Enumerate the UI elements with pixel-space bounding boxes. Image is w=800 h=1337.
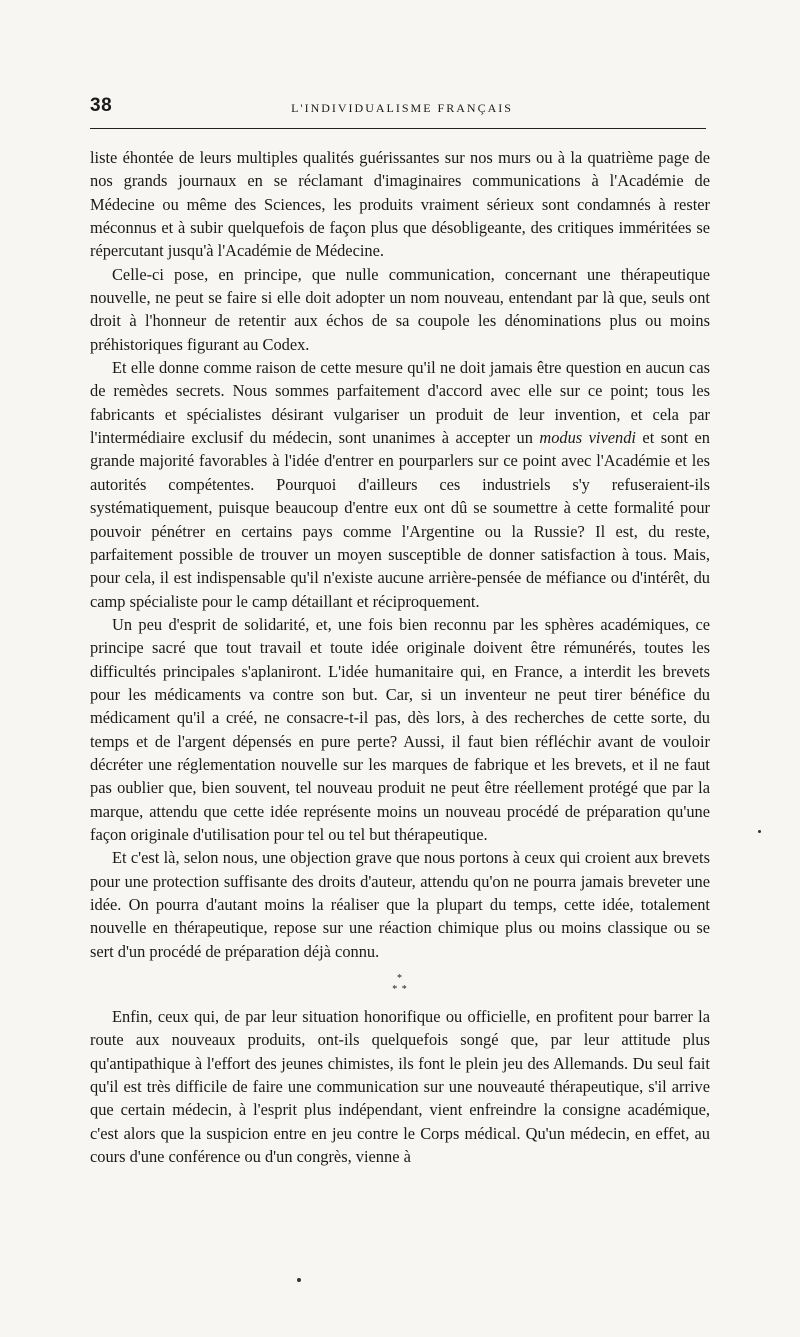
latin-phrase: modus vivendi xyxy=(539,428,636,448)
page-number: 38 xyxy=(90,95,113,116)
paragraph-6: Enfin, ceux qui, de par leur situation honorifique ou officielle, en profitent pour barrer la route aux nouveaux produits, ont-ils quelquefois songé que, par leur attitude plus qu'antipathique à l'effort des jeunes chimistes, ils font le plein jeu des Allemands. Du seul fait qu'il est très difficile de faire une communication sur une nouveauté thérapeutique, s'il arrive que certain médecin, à l'esprit plus indépendant, vient enfreindre la consigne académique, c'est alors que la suspicion entre en jeu contre le Corps médical. Qu'un médecin, en effet, au cours d'une conférence ou d'un congrès, vienne à xyxy=(90,1007,710,1167)
paragraph-3-part-b: et sont en grande majorité favorables à l'idée d'entrer en pourparlers sur ce point avec l'Académie et les autorités compétentes. Pourquoi d'ailleurs ces industriels s'y refuseraient-ils systématiquement, puisque beaucoup d'entre eux ont dû se soumettre à cette formalité pour pouvoir pénétrer en certains pays comme l'Argentine ou la Russie? Il est, du reste, parfaitement possible de trouver un moyen susceptible de donner satisfaction à tous. Mais, pour cela, il est indispensable qu'il n'existe aucune arrière-pensée de méfiance ou d'intérêt, du camp spécialiste pour le camp détaillant et réciproquement. xyxy=(90,428,710,611)
body-text xyxy=(90,146,710,1168)
paragraph-2: Celle-ci pose, en principe, que nulle communication, concernant une thérapeutique nouvelle, ne peut se faire si elle doit adopter un nom nouveau, entendant par là que, seuls ont droit à l'honneur de retentir aux échos de sa coupole les dénominations plus ou moins préhistoriques figurant au Codex. xyxy=(90,264,710,354)
print-speck xyxy=(758,830,761,833)
section-asterism: * * * xyxy=(392,973,408,996)
paragraph-1: liste éhontée de leurs multiples qualités guérissantes sur nos murs ou à la quatrième page de nos grands journaux en se réclamant d'imaginaires communications à l'Académie de Médecine ou même des Sciences, les produits vraiment sérieux sont condamnés à rester méconnus et à subir quelquefois de façon plus que désobligeante, des critiques imméritées se répercutant jusqu'à l'Académie de Médecine. xyxy=(90,148,710,261)
paragraph-4: Un peu d'esprit de solidarité, et, une fois bien reconnu par les sphères académiques, ce principe sacré que tout travail et toute idée originale doivent être rémunérés, toutes les difficultés principales s'aplaniront. L'idée humanitaire qui, en France, a interdit les brevets pour les médicaments va contre son but. Car, si un inventeur ne peut tirer bénéfice du médicament qu'il a créé, ne consacre-t-il pas, dès lors, à des recherches de cette sorte, du temps et de l'argent dépensés en pure perte? Aussi, il faut bien réfléchir avant de vouloir décréter une réglementation nouvelle sur les marques de fabrique et les brevets, et il ne faut pas oublier que, bien souvent, tel nouveau produit ne peut être réellement protégé que par la marque, attendu que cette idée représente moins un nouveau procédé de préparation qu'une façon originale d'utilisation pour tel ou tel but thérapeutique. xyxy=(90,614,710,844)
paragraph-3-part-a: Et elle donne comme raison de cette mesure qu'il ne doit jamais être question en aucun cas de remèdes secrets. Nous sommes parfaitement d'accord avec elle sur ce point; tous les fabricants et spécialistes désirant vulgariser un produit de leur invention, et cela par l'intermédiaire exclusif du médecin, sont unanimes à accepter un xyxy=(90,358,710,448)
running-title: L'INDIVIDUALISME FRANÇAIS xyxy=(291,101,513,115)
header-rule xyxy=(90,128,706,129)
paragraph-5: Et c'est là, selon nous, une objection grave que nous portons à ceux qui croient aux brevets pour une protection suffisante des droits d'auteur, attendu qu'on ne pourra jamais breveter une idée. On pourra d'autant moins la réaliser que la plupart du temps, cette idée, totalement nouvelle en thérapeutique, repose sur une réaction chimique plus ou moins classique ou se sert d'un procédé de préparation déjà connu. xyxy=(90,848,710,961)
print-speck xyxy=(297,1278,301,1282)
paragraph-3 xyxy=(90,356,710,613)
